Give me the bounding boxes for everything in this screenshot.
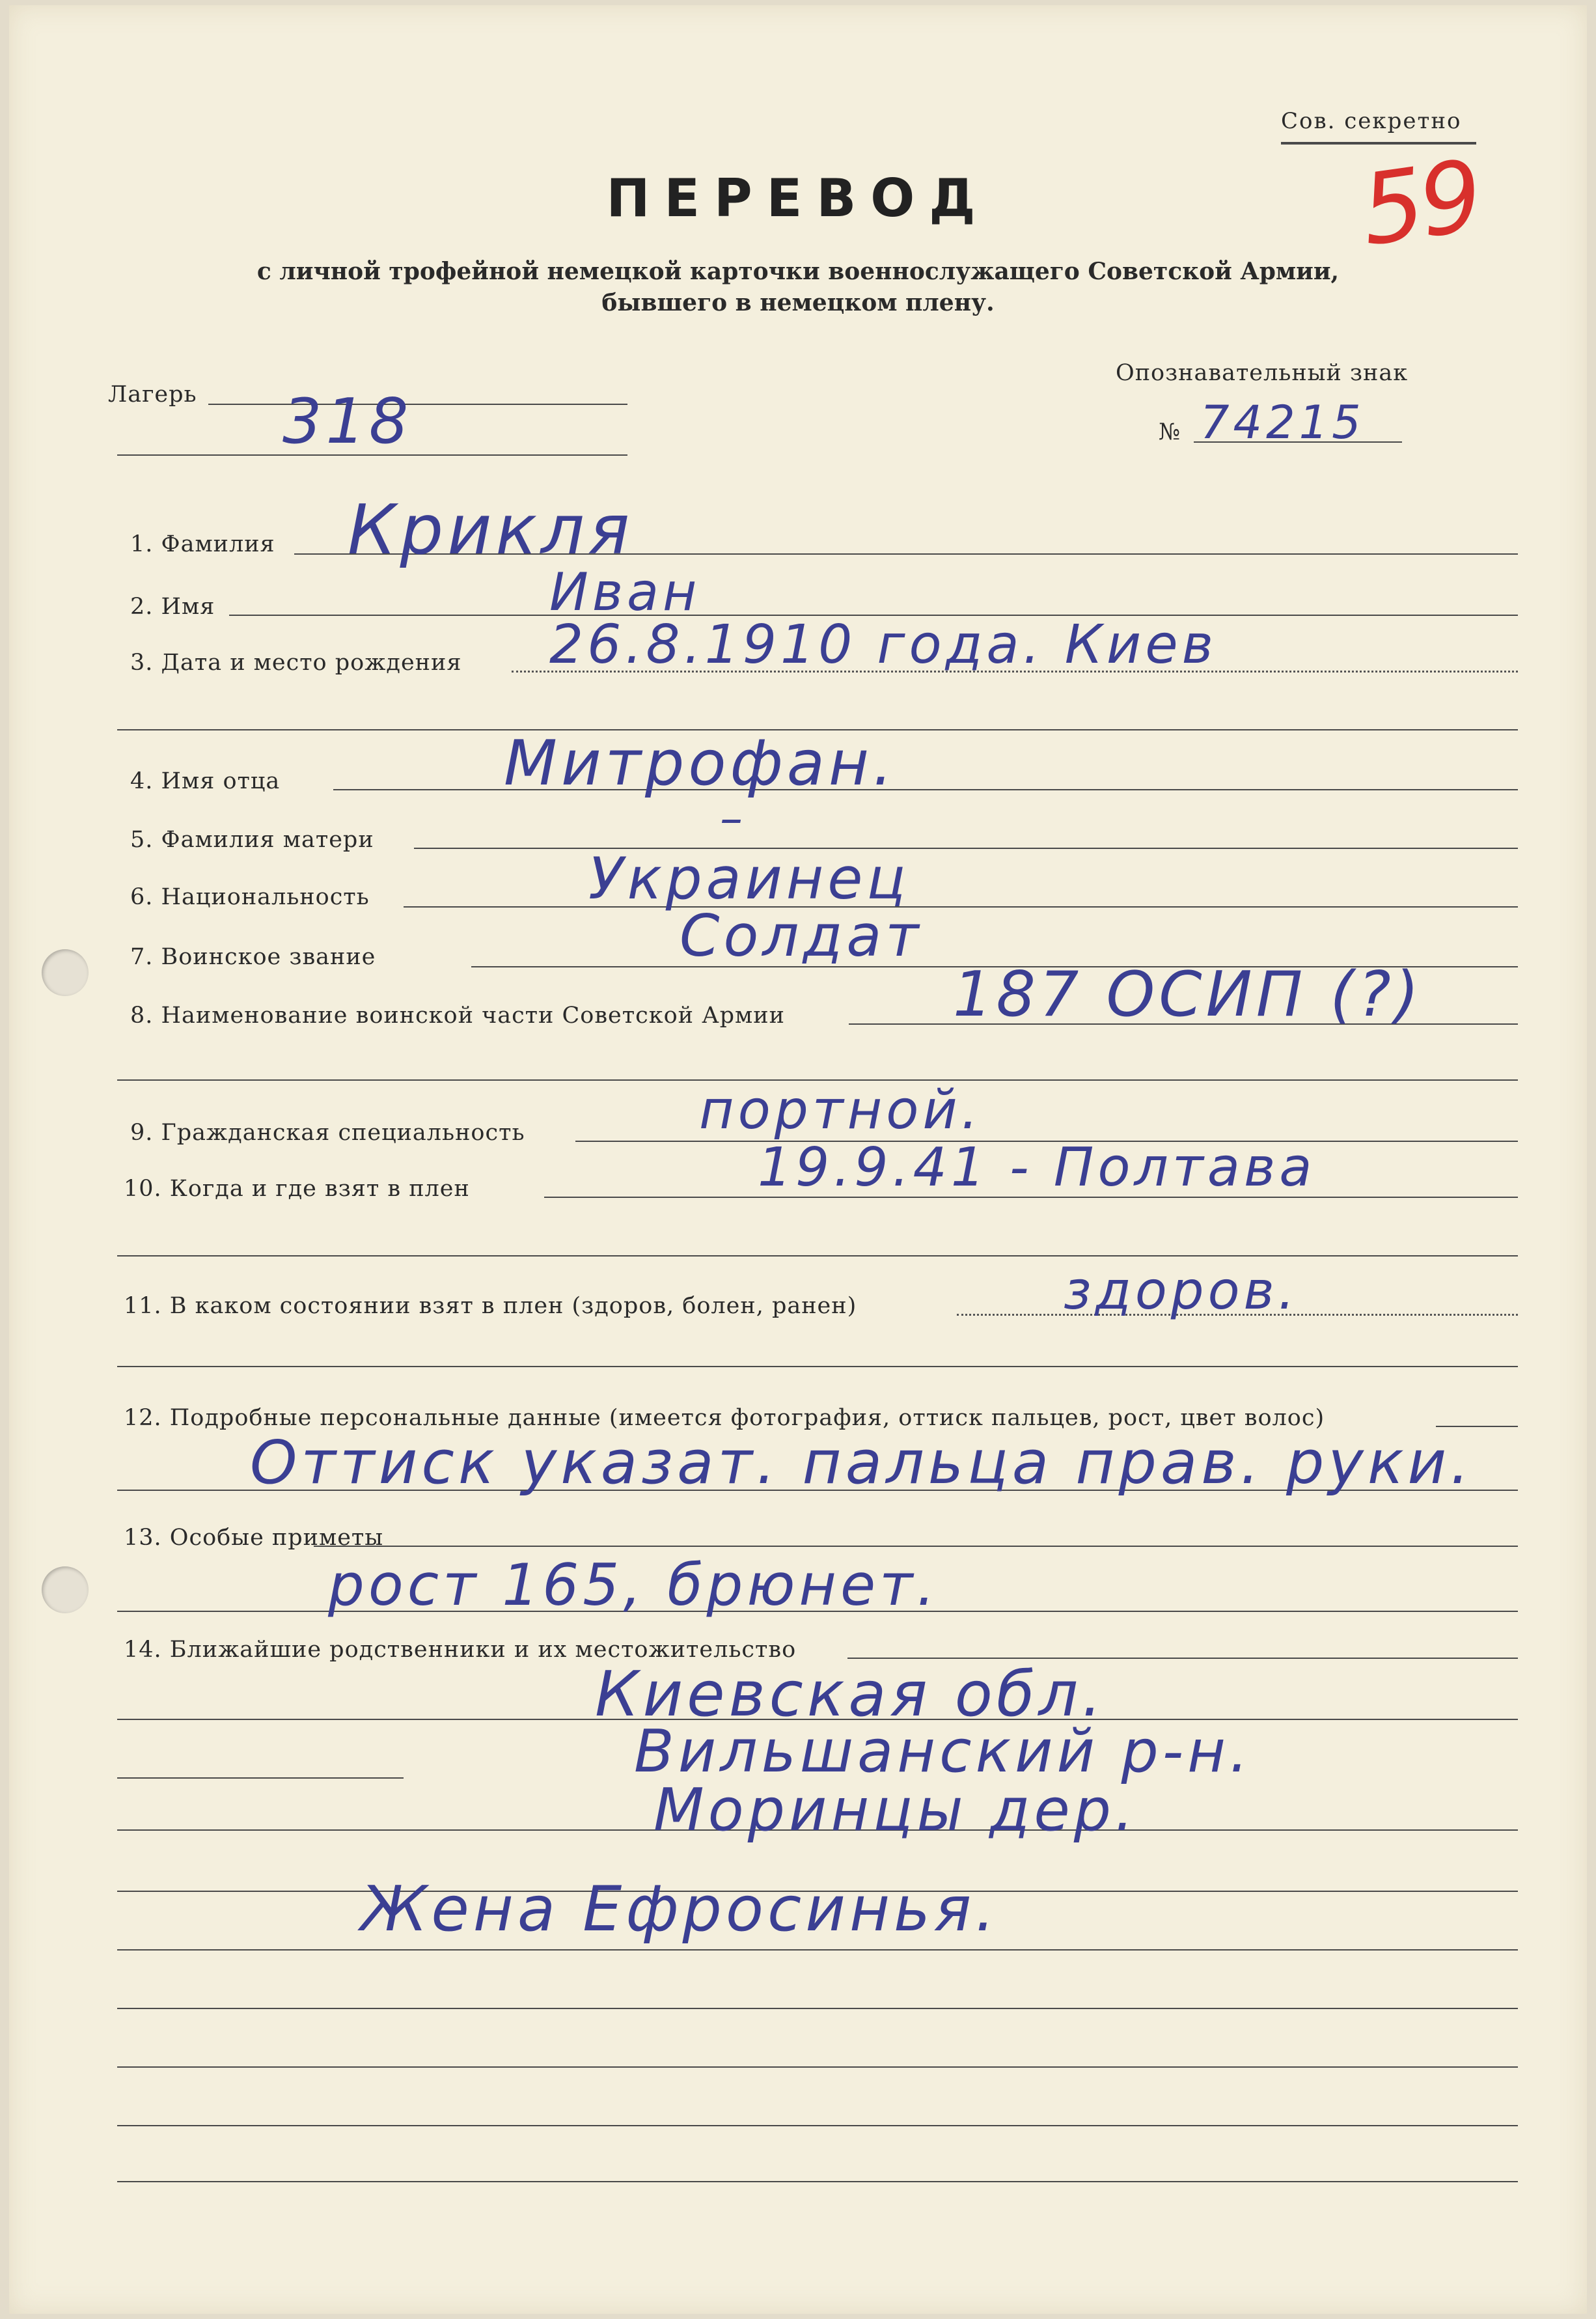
- field-1-value: Крикля: [348, 490, 634, 570]
- field-8-label: 8. Наименование воинской части Советской Армии: [130, 1003, 785, 1029]
- field-14-line-6: [117, 1949, 1518, 1951]
- field-12-line: [1436, 1426, 1518, 1427]
- field-6-line: [404, 906, 1518, 908]
- punch-hole-bottom: [42, 1566, 89, 1613]
- field-14-value-1: Киевская обл.: [595, 1659, 1106, 1730]
- field-14-value-4: Жена Ефросинья.: [361, 1874, 999, 1945]
- field-13-value: рост 165, брюнет.: [328, 1551, 939, 1618]
- camp-line-1: [208, 404, 627, 405]
- field-8-value: 187 ОСИП (?): [953, 959, 1423, 1031]
- secret-stamp: Сов. секретно: [1281, 108, 1462, 134]
- field-14-value-2: Вильшанский р-н.: [634, 1717, 1252, 1786]
- field-13-line: [314, 1546, 1518, 1547]
- ident-value: 74215: [1200, 396, 1365, 449]
- punch-hole-top: [42, 949, 89, 996]
- field-14-value-3: Моринцы дер.: [654, 1776, 1138, 1844]
- field-6-label: 6. Национальность: [130, 884, 370, 910]
- field-4-value: Митрофан.: [504, 728, 897, 799]
- field-11-value: здоров.: [1064, 1260, 1299, 1321]
- field-12-label: 12. Подробные персональные данные (имеется фотография, оттиск пальцев, рост, цвет волос): [124, 1405, 1325, 1431]
- field-3-value: 26.8.1910 года. Киев: [549, 614, 1218, 676]
- field-14-line-3: [117, 1777, 404, 1779]
- field-12-value: Оттиск указат. пальца прав. руки.: [250, 1428, 1474, 1497]
- field-14-label: 14. Ближайшие родственники и их местожительство: [124, 1637, 797, 1663]
- ident-no: №: [1159, 419, 1181, 445]
- field-2-label: 2. Имя: [130, 594, 215, 620]
- camp-label: Лагерь: [108, 382, 197, 408]
- field-5-line: [414, 848, 1518, 849]
- field-10-line-2: [117, 1255, 1518, 1257]
- field-9-label: 9. Гражданская специальность: [130, 1120, 525, 1146]
- field-2-value: Иван: [549, 562, 701, 622]
- page-mark: 59: [1354, 139, 1486, 268]
- field-10-label: 10. Когда и где взят в плен: [124, 1176, 470, 1202]
- form-subtitle-2: бывшего в немецком плену.: [601, 289, 995, 316]
- field-7-label: 7. Воинское звание: [130, 944, 376, 970]
- field-7-value: Солдат: [680, 902, 923, 969]
- field-11-line-2: [117, 1366, 1518, 1367]
- field-14-line-9: [117, 2125, 1518, 2126]
- form-subtitle-1: с личной трофейной немецкой карточки военнослужащего Советской Армии,: [256, 258, 1340, 285]
- form-sheet: [9, 5, 1587, 2314]
- field-13-label: 13. Особые приметы: [124, 1525, 384, 1551]
- field-10-value: 19.9.41 - Полтава: [758, 1137, 1316, 1199]
- ident-label: Опознавательный знак: [1116, 360, 1409, 386]
- field-6-value: Украинец: [588, 845, 910, 912]
- field-14-line-8: [117, 2066, 1518, 2068]
- field-9-value: портной.: [699, 1079, 982, 1141]
- field-14-line-10: [117, 2181, 1518, 2182]
- field-11-label: 11. В каком состоянии взят в плен (здоров, болен, ранен): [124, 1293, 857, 1319]
- field-3-label: 3. Дата и место рождения: [130, 650, 462, 676]
- form-title: ПЕРЕВОД: [606, 168, 990, 229]
- field-4-label: 4. Имя отца: [130, 768, 281, 794]
- camp-value: 318: [282, 386, 413, 458]
- field-14-line-7: [117, 2008, 1518, 2009]
- field-5-value: –: [720, 792, 747, 845]
- field-1-label: 1. Фамилия: [130, 531, 275, 557]
- field-5-label: 5. Фамилия матери: [130, 827, 374, 853]
